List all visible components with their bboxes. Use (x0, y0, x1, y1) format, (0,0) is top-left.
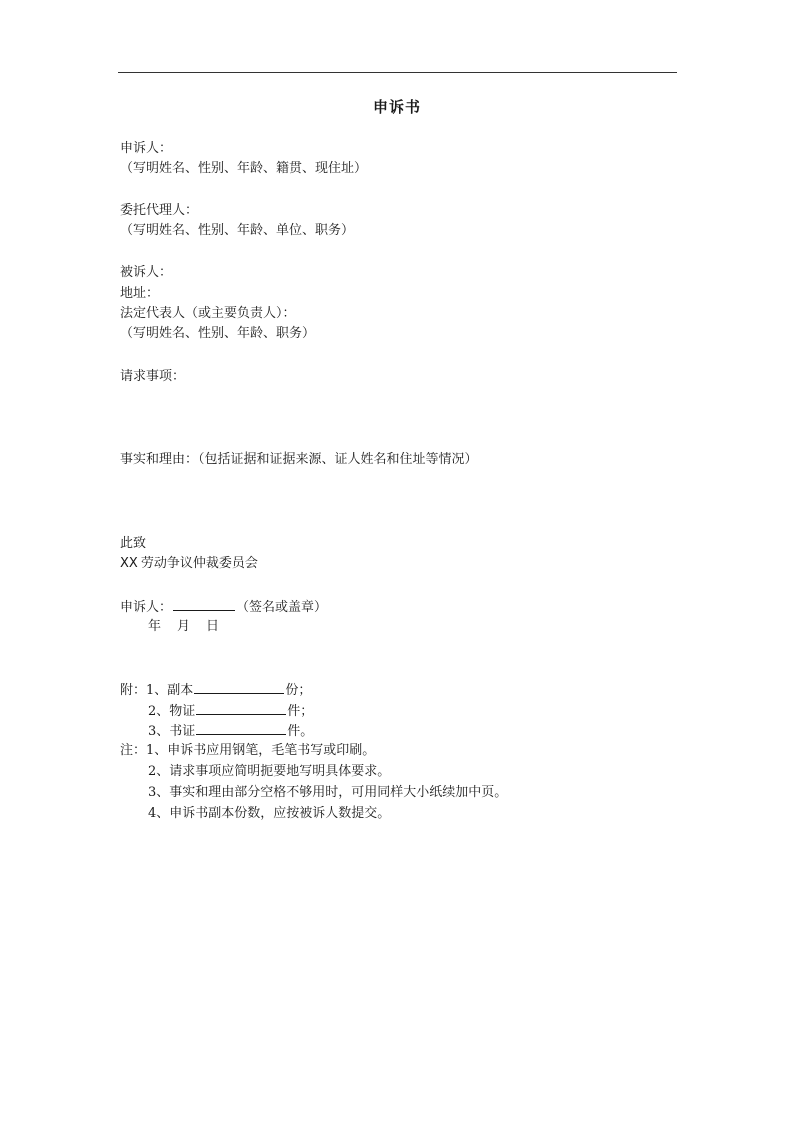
facts-label: 事实和理由：（包括证据和证据来源、证人姓名和住址等情况） (120, 452, 478, 467)
attachment-unit: 件。 (287, 724, 314, 739)
attachment-unit: 件； (287, 704, 314, 719)
attachment-num: 1、 (146, 683, 168, 698)
attachment-item (148, 700, 313, 722)
appellant-hint: （写明姓名、性别、年龄、籍贯、现住址） (120, 161, 368, 176)
agent-hint: （写明姓名、性别、年龄、单位、职务） (120, 223, 355, 238)
date-month: 月 (177, 619, 191, 634)
closing-committee (120, 554, 258, 574)
signature-date (148, 617, 219, 637)
notes-prefix: 注： (120, 743, 147, 758)
attachment-num: 2、 (148, 704, 170, 719)
agent-label: 委托代理人： (120, 203, 199, 218)
respondent-address-label: 地址： (120, 286, 160, 301)
date-day: 日 (206, 619, 220, 634)
appellant-label: 申诉人： (120, 141, 173, 156)
attachment-blank (196, 700, 286, 715)
note-item: 3、事实和理由部分空格不够用时，可用同样大小纸续加中页。 (148, 785, 508, 800)
attachment-num: 3、 (148, 724, 170, 739)
note-item: 2、请求事项应简明扼要地写明具体要求。 (148, 764, 391, 779)
signature-label: 申诉人： (120, 600, 173, 615)
header-rule (118, 72, 677, 73)
respondent-representative-label: 法定代表人（或主要负责人）： (120, 306, 296, 321)
attachments-prefix: 附： (120, 683, 147, 698)
attachment-item (120, 679, 311, 701)
attachment-name: 副本 (167, 683, 194, 698)
respondent-label: 被诉人： (120, 265, 173, 280)
attachment-unit: 份； (285, 683, 312, 698)
signature-hint: （签名或盖章） (236, 600, 328, 615)
document-title: 申诉书 (372, 98, 421, 116)
committee-name: 劳动争议仲裁委员会 (140, 556, 258, 571)
note-item (120, 741, 375, 761)
signature-line (120, 596, 327, 618)
signature-blank (173, 596, 235, 611)
attachment-name: 书证 (169, 724, 196, 739)
note-item: 4、申诉书副本份数，应按被诉人数提交。 (148, 806, 391, 821)
attachment-blank (194, 679, 284, 694)
committee-prefix: XX (120, 556, 138, 571)
claims-label: 请求事项： (120, 369, 186, 384)
closing-salutation: 此致 (120, 536, 147, 551)
attachment-blank (196, 720, 286, 735)
attachment-item (148, 720, 313, 742)
respondent-hint: （写明姓名、性别、年龄、职务） (120, 326, 316, 341)
date-year: 年 (148, 619, 162, 634)
attachment-name: 物证 (169, 704, 196, 719)
note-text: 1、申诉书应用钢笔，毛笔书写或印刷。 (146, 743, 376, 758)
